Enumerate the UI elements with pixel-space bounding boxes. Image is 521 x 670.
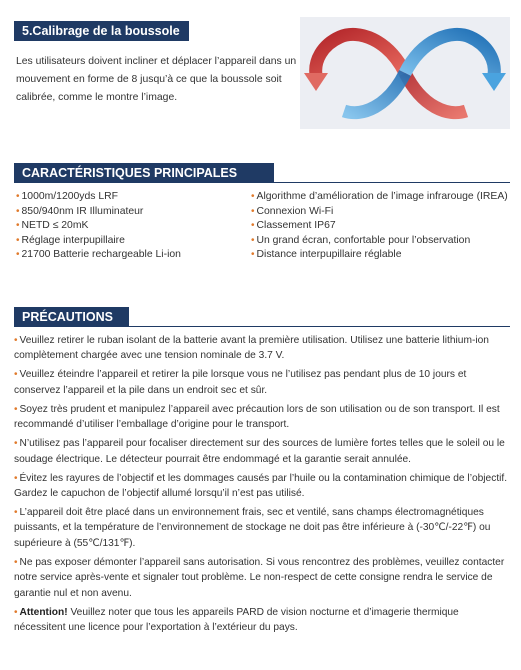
precaution-item: • Ne pas exposer démonter l’appareil sans autorisation. Si vous rencontrez des problèmes, veuillez contacter notre service après-vente et signaler tout problème. Le non-respect de cette consigne rendra le service de garantie nul et non avenu. bbox=[14, 556, 505, 599]
bullet-icon: • bbox=[251, 249, 255, 261]
precaution-item: • L’appareil doit être placé dans un environnement frais, sec et ventilé, sans champs électromagnétiques puissants, et la température de l’environnement de stockage ne doit pas être inférieure à (-30℃/-22℉) ou supérieure à (55℃/131℉). bbox=[14, 507, 491, 549]
features-list-right bbox=[251, 190, 516, 263]
features-divider bbox=[14, 182, 510, 183]
precautions-heading bbox=[14, 307, 129, 326]
calibration-description: Les utilisateurs doivent incliner et déplacer l’appareil dans un mouvement en forme de 8 jusqu’à ce que la boussole soit calibrée, comme le montre l’image. bbox=[16, 56, 297, 103]
bullet-icon: • bbox=[251, 205, 255, 217]
bullet-icon: • bbox=[14, 472, 18, 484]
bullet-icon: • bbox=[14, 556, 18, 568]
bullet-icon: • bbox=[251, 191, 255, 202]
features-list-left bbox=[16, 190, 246, 263]
bullet-icon: • bbox=[16, 220, 20, 232]
feature-item: • NETD ≤ 20mK bbox=[16, 220, 89, 232]
feature-item: • 21700 Batterie rechargeable Li-ion bbox=[16, 249, 181, 261]
feature-item: • Algorithme d’amélioration de l’image infrarouge (IREA) bbox=[251, 191, 508, 202]
bullet-icon: • bbox=[16, 234, 20, 246]
feature-item: • Réglage interpupillaire bbox=[16, 234, 125, 246]
features-heading-text: CARACTÉRISTIQUES PRINCIPALES bbox=[22, 165, 238, 180]
feature-item: • Un grand écran, confortable pour l’observation bbox=[251, 234, 471, 246]
precaution-item: • Veuillez retirer le ruban isolant de la batterie avant la première utilisation. Utilisez une batterie lithium-ion complètement chargée avec une tension nominale de 3.7 V. bbox=[14, 335, 489, 362]
feature-item: • Connexion Wi-Fi bbox=[251, 205, 334, 217]
precaution-item: • Attention! Veuillez noter que tous les appareils PARD de vision nocturne et d’imagerie thermique nécessitent une licence pour l’exportation à l’extérieur du pays. bbox=[14, 606, 459, 634]
bullet-icon: • bbox=[16, 249, 20, 261]
bullet-icon: • bbox=[16, 191, 20, 202]
bullet-icon: • bbox=[14, 606, 18, 618]
bullet-icon: • bbox=[14, 507, 18, 519]
bullet-icon: • bbox=[14, 438, 18, 450]
precaution-item: • N’utilisez pas l’appareil pour focaliser directement sur des sources de lumière fortes telles que le soleil ou le soudage électrique. Le détecteur pourrait être endommagé et la garantie serait annulée. bbox=[14, 438, 505, 465]
feature-item: • Distance interpupillaire réglable bbox=[251, 249, 402, 261]
calibration-heading bbox=[14, 21, 189, 40]
feature-item: • 850/940nm IR Illuminateur bbox=[16, 205, 144, 217]
bullet-icon: • bbox=[14, 335, 18, 346]
calibration-heading-text: 5.Calibrage de la boussole bbox=[22, 23, 180, 38]
attention-label: Attention! bbox=[19, 606, 68, 618]
bullet-icon: • bbox=[14, 369, 18, 381]
precautions-divider bbox=[14, 326, 510, 327]
feature-item: • Classement IP67 bbox=[251, 220, 336, 232]
precautions-heading-text: PRÉCAUTIONS bbox=[22, 309, 113, 324]
feature-item: • 1000m/1200yds LRF bbox=[16, 191, 118, 202]
precaution-item: • Veuillez éteindre l’appareil et retirer la pile lorsque vous ne l’utilisez pas pendant plus de 10 jours et conservez l’appareil et la pile dans un endroit sec et sûr. bbox=[14, 369, 467, 396]
bullet-icon: • bbox=[14, 403, 18, 415]
bullet-icon: • bbox=[251, 234, 255, 246]
features-heading bbox=[14, 163, 274, 182]
figure-eight-arrows-icon bbox=[300, 17, 510, 129]
precautions-list bbox=[14, 333, 510, 639]
bullet-icon: • bbox=[16, 205, 20, 217]
figure-eight-calibration-illustration bbox=[300, 17, 510, 129]
calibration-divider bbox=[14, 40, 189, 41]
bullet-icon: • bbox=[251, 220, 255, 232]
precaution-item: • Soyez très prudent et manipulez l’appareil avec précaution lors de son utilisation ou de son transport. Il est recommandé d’utiliser l’emballage d’origine pour le transport. bbox=[14, 403, 500, 431]
precaution-item: • Évitez les rayures de l’objectif et les dommages causés par l’huile ou la contamination chimique de l’objectif. Gardez le capuchon de l’objectif allumé lorsqu’il n’est pas utilisé. bbox=[14, 472, 508, 500]
